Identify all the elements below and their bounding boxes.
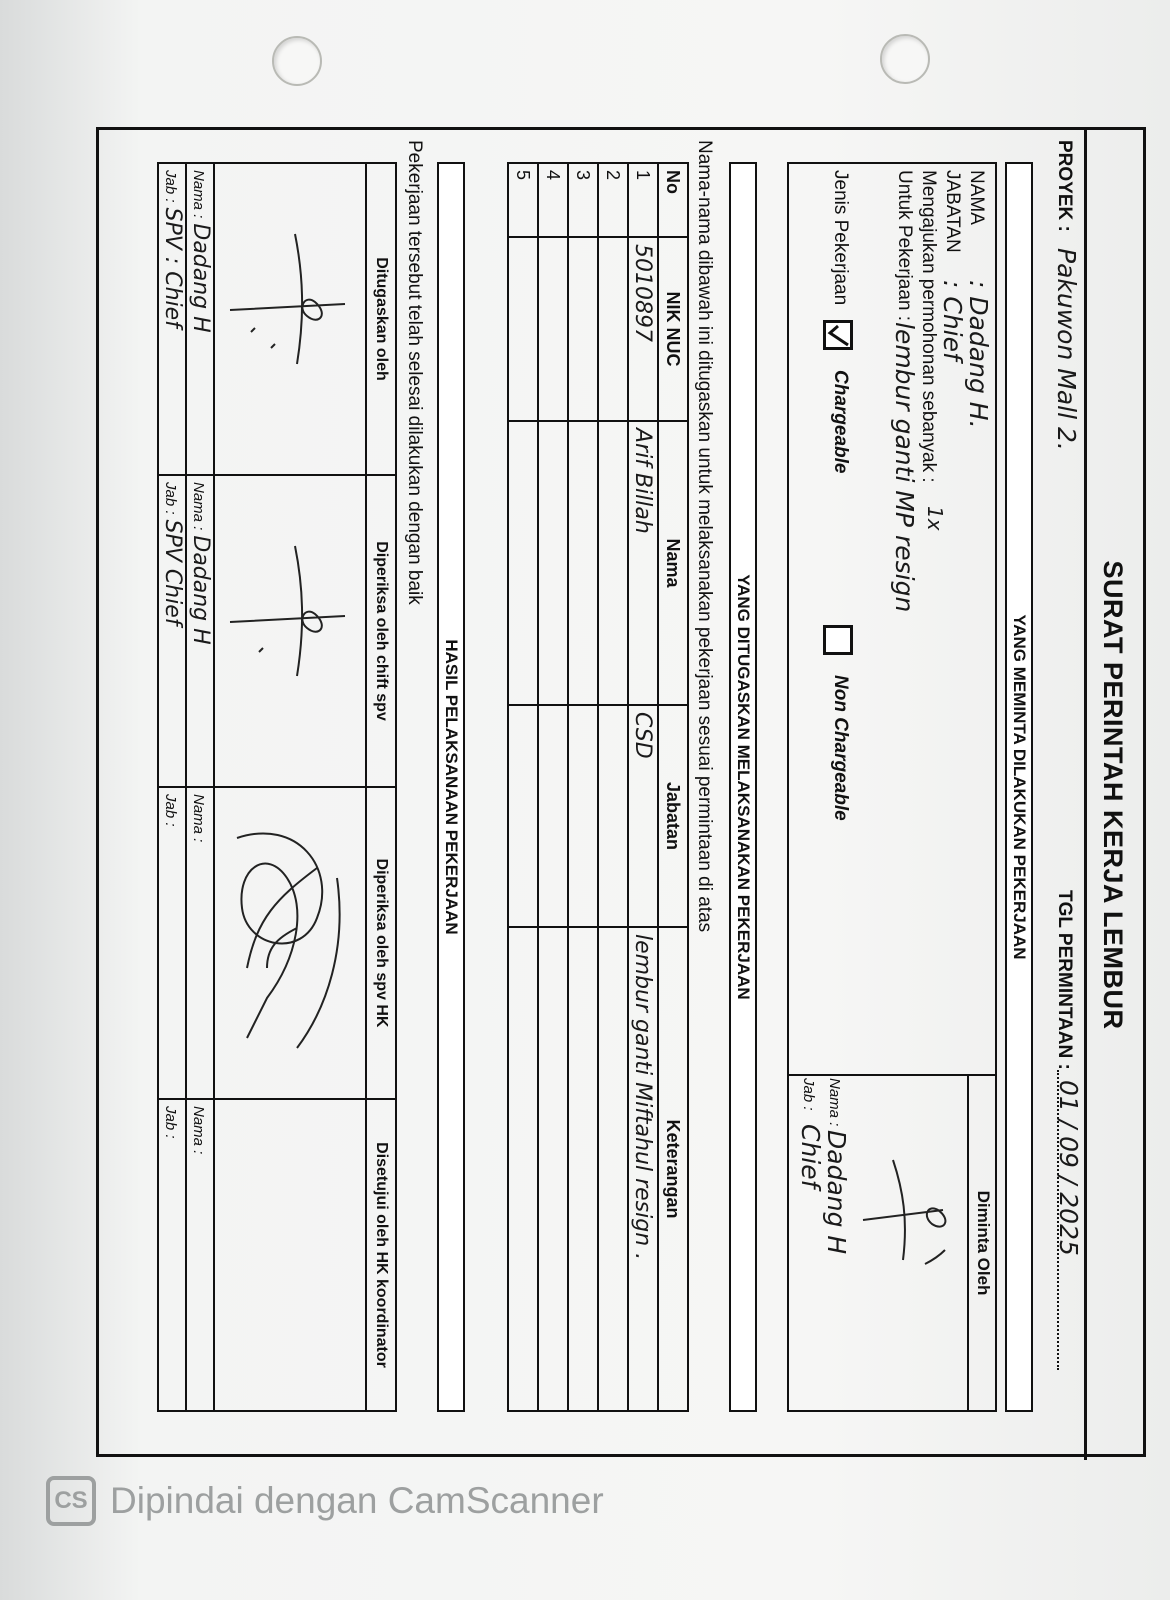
- header-jabatan: Jabatan: [658, 705, 688, 927]
- nama-value: : Dadang H.: [964, 280, 993, 429]
- result-nama-label: Nama :: [189, 1106, 207, 1155]
- row-keterangan: [508, 927, 538, 1411]
- row-nik: [568, 237, 598, 421]
- diminta-divider: [967, 1074, 969, 1412]
- signature-cell-spv-hk: [214, 787, 365, 1099]
- result-section-title: HASIL PELAKSANAAN PEKERJAAN: [437, 162, 465, 1412]
- assigned-intro: Nama-nama dibawah ini ditugaskan untuk melaksanakan pekerjaan sesuai permintaan di atas: [694, 140, 715, 933]
- chargeable-checkbox[interactable]: [823, 320, 853, 350]
- diminta-jab-value: Chief: [796, 1124, 825, 1189]
- signature-cell-ditugaskan: [214, 163, 365, 475]
- signature-cell-chift-spv: [214, 475, 365, 787]
- row-nik: 5010897: [628, 237, 658, 421]
- row-nama: Arif Billah: [628, 421, 658, 705]
- requester-section-title: YANG MEMINTA DILAKUKAN PEKERJAAN: [1005, 162, 1033, 1412]
- result-header-chift-spv: Diperiksa oleh chift spv: [366, 475, 396, 787]
- result-jab-label: Jab :: [161, 482, 179, 515]
- check-icon: [826, 323, 850, 347]
- diminta-nama-label: Nama :: [826, 1078, 843, 1127]
- result-nama-label: Nama :: [189, 170, 207, 219]
- result-intro: Pekerjaan tersebut telah selesai dilakukan dengan baik: [404, 140, 425, 605]
- punch-hole-left: [272, 36, 322, 86]
- non-chargeable-checkbox[interactable]: [823, 625, 853, 655]
- row-no: 5: [508, 163, 538, 237]
- diminta-label: Diminta Oleh: [974, 1190, 993, 1296]
- result-jab-value: SPV : Chief: [159, 207, 185, 328]
- jenis-label: Jenis Pekerjaan: [830, 170, 851, 306]
- row-jabatan: [598, 705, 628, 927]
- assigned-table-header: [658, 163, 688, 1411]
- punch-hole-right: [880, 34, 930, 84]
- table-row: [538, 163, 568, 1411]
- overtime-form: [96, 127, 1146, 1457]
- diminta-nama-value: Dadang H: [822, 1130, 851, 1255]
- result-jab-label: Jab :: [161, 794, 179, 827]
- watermark-text: Dipindai dengan CamScanner: [110, 1480, 604, 1521]
- header-nik: NIK NUC: [658, 237, 688, 421]
- result-nama-value: Dadang H: [187, 535, 213, 645]
- proyek-value: Pakuwon Mall 2.: [1052, 248, 1081, 451]
- result-header-ditugaskan: Ditugaskan oleh: [366, 163, 396, 475]
- result-jab-cell: [158, 1099, 186, 1411]
- row-no: 1: [628, 163, 658, 237]
- header-nama: Nama: [658, 421, 688, 705]
- pekerjaan-value: lembur ganti MP resign: [890, 322, 919, 613]
- table-row: [628, 163, 658, 1411]
- diminta-jab-label: Jab :: [800, 1078, 817, 1111]
- assigned-section-title: YANG DITUGASKAN MELAKSANAKAN PEKERJAAN: [729, 162, 757, 1412]
- row-no: 4: [538, 163, 568, 237]
- result-nama-cell: [186, 475, 214, 787]
- result-header-koordinator: Disetujui oleh HK koordinator: [366, 1099, 396, 1411]
- header-no: No: [658, 163, 688, 237]
- signature-ditugaskan: [225, 224, 355, 384]
- camscanner-watermark: [46, 1476, 604, 1526]
- camscanner-logo-icon: CS: [46, 1476, 96, 1526]
- jabatan-value: : Chief: [938, 280, 967, 361]
- row-jabatan: [568, 705, 598, 927]
- proyek-label: PROYEK :: [1054, 140, 1075, 232]
- signature-cell-koordinator: [214, 1099, 365, 1411]
- table-row: [598, 163, 628, 1411]
- result-jab-cell: [158, 787, 186, 1099]
- row-keterangan: [598, 927, 628, 1411]
- result-jab-label: Jab :: [161, 1106, 179, 1139]
- tgl-label: TGL PERMINTAAN :: [1054, 890, 1075, 1070]
- row-nik: [508, 237, 538, 421]
- result-header-row: [366, 163, 396, 1411]
- result-table: [157, 162, 397, 1412]
- form-rotated-wrapper: [96, 127, 1146, 1457]
- row-nik: [538, 237, 568, 421]
- row-no: 2: [598, 163, 628, 237]
- row-nama: [568, 421, 598, 705]
- tgl-value: 01 / 09 / 2025: [1054, 1080, 1083, 1256]
- row-jabatan: CSD: [628, 705, 658, 927]
- row-keterangan: lembur ganti Miftahul resign .: [628, 927, 658, 1411]
- signature-chift-spv: [225, 536, 355, 696]
- result-nama-cell: [186, 1099, 214, 1411]
- permohonan-value: 1x: [923, 506, 947, 531]
- result-jab-cell: [158, 163, 186, 475]
- row-nama: [538, 421, 568, 705]
- pekerjaan-label: Untuk Pekerjaan :: [894, 170, 915, 322]
- result-nama-cell: [186, 163, 214, 475]
- row-nama: [508, 421, 538, 705]
- result-header-spv-hk: Diperiksa oleh spv HK: [366, 787, 396, 1099]
- row-no: 3: [568, 163, 598, 237]
- result-signature-row: [214, 163, 365, 1411]
- result-nama-value: Dadang H: [187, 223, 213, 333]
- signature-spv-hk: [207, 808, 357, 1058]
- result-nama-row: [186, 163, 214, 1411]
- assigned-table: [507, 162, 689, 1412]
- table-row: [568, 163, 598, 1411]
- header-keterangan: Keterangan: [658, 927, 688, 1411]
- row-nama: [598, 421, 628, 705]
- form-title: SURAT PERINTAH KERJA LEMBUR: [1084, 130, 1139, 1460]
- nama-label: NAMA: [966, 170, 987, 225]
- result-jab-cell: [158, 475, 186, 787]
- result-nama-label: Nama :: [189, 482, 207, 531]
- diminta-signature: [853, 1140, 963, 1290]
- row-nik: [598, 237, 628, 421]
- row-jabatan: [538, 705, 568, 927]
- result-jab-value: SPV Chief: [159, 519, 185, 626]
- non-chargeable-label: Non Chargeable: [830, 675, 851, 821]
- permohonan-label: Mengajukan permohonan sebanyak :: [918, 170, 939, 483]
- result-jab-label: Jab :: [161, 170, 179, 203]
- result-jab-row: [158, 163, 186, 1411]
- chargeable-label: Chargeable: [830, 370, 851, 474]
- jabatan-label: JABATAN: [942, 170, 963, 253]
- table-row: [508, 163, 538, 1411]
- result-nama-label: Nama :: [189, 794, 207, 843]
- row-keterangan: [538, 927, 568, 1411]
- row-keterangan: [568, 927, 598, 1411]
- row-jabatan: [508, 705, 538, 927]
